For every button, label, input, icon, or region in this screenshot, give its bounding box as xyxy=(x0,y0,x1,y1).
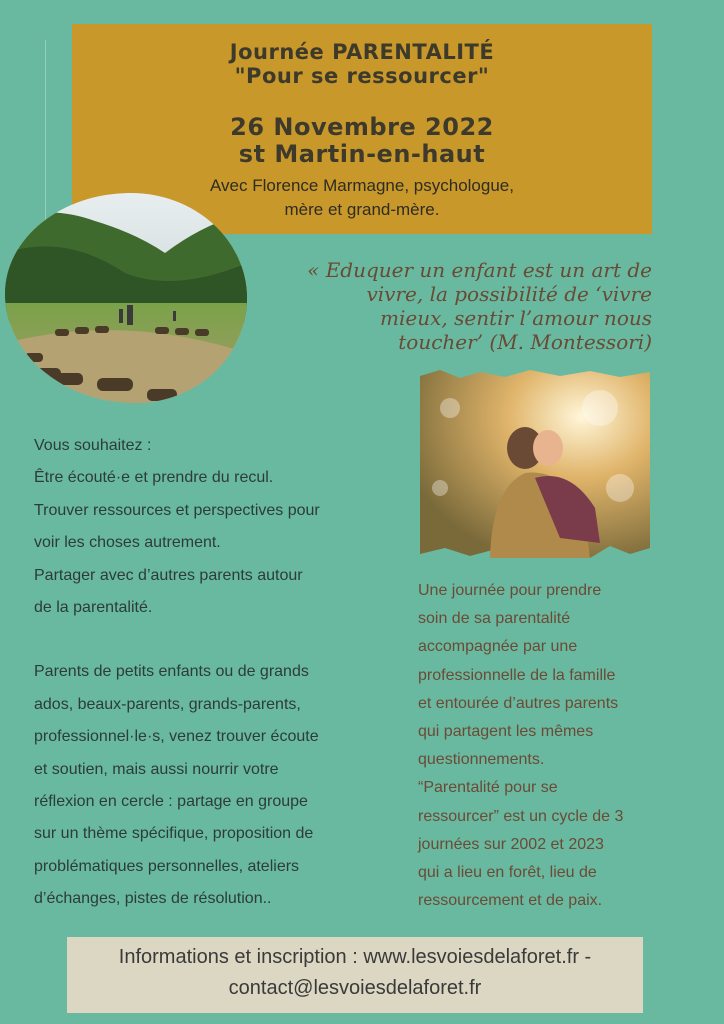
footer-website: Informations et inscription : www.lesvoiesdelaforet.fr - xyxy=(118,946,592,968)
montessori-quote xyxy=(292,258,652,354)
decorative-divider xyxy=(45,40,46,240)
left-column xyxy=(34,430,364,916)
event-host-line2: mère et grand-mère. xyxy=(284,200,440,219)
parent-child-photo xyxy=(420,368,650,561)
footer-email: contact@lesvoiesdelaforet.fr xyxy=(228,977,482,999)
event-subtitle: "Pour se ressourcer" xyxy=(234,64,490,88)
quote-line-1: « Eduquer un enfant est un art de xyxy=(307,258,652,282)
event-place: st Martin-en-haut xyxy=(238,140,486,168)
info-footer xyxy=(67,937,643,1013)
quote-line-3: mieux, sentir l’amour nous xyxy=(380,306,652,330)
event-date: 26 Novembre 2022 xyxy=(230,113,494,141)
right-column-paragraph: Une journée pour prendre soin de sa parentalité accompagnée par une professionnelle de la famille et entourée d’autres parents qui partagent les mêmes questionnements. “Parentalité pour se ressourcer” est un cycle de 3 journées sur 2002 et 2023 qui a lieu en forêt, lieu de ressourcement et de paix. xyxy=(418,582,624,910)
event-host-line1: Avec Florence Marmagne, psychologue, xyxy=(210,176,514,195)
quote-line-4: toucher’ (M. Montessori) xyxy=(398,330,652,354)
event-title: Journée PARENTALITÉ xyxy=(229,40,495,64)
quote-line-2: vivre, la possibilité de ‘vivre xyxy=(366,282,652,306)
intro-paragraph: Vous souhaitez : Être écouté·e et prendre du recul. Trouver ressources et perspectives pour voir les choses autrement. Partager avec d’autres parents autour de la parentalité. xyxy=(34,437,320,617)
forest-circle-photo xyxy=(5,193,247,403)
audience-paragraph: Parents de petits enfants ou de grands ados, beaux-parents, grands-parents, professionnel·le·s, venez trouver écoute et soutien, mais aussi nourrir votre réflexion en cercle : partage en groupe sur un thème spécifique, proposition de problématiques personnelles, ateliers d’échanges, pistes de résolution.. xyxy=(34,663,319,908)
